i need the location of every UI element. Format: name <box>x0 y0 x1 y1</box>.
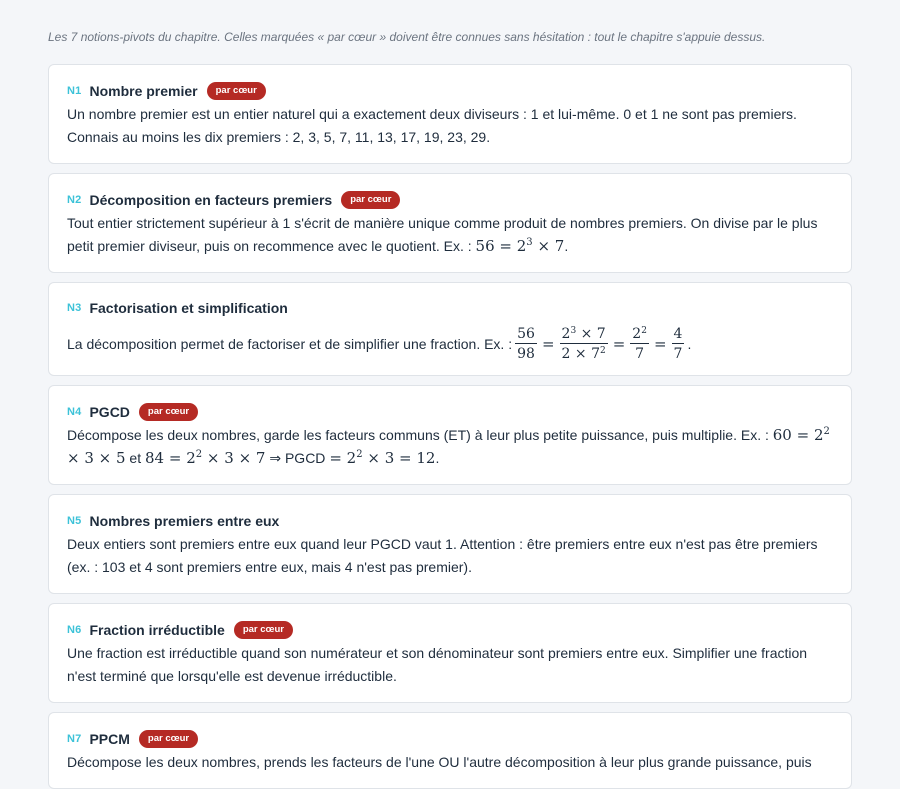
math-exponent: 2 <box>195 449 203 460</box>
notion-card-n7 <box>48 712 852 789</box>
notion-text <box>67 212 833 258</box>
math-exponent: 2 <box>641 326 647 336</box>
math-part: 2 <box>632 326 642 342</box>
notion-card-n3 <box>48 282 852 376</box>
notion-number: N7 <box>67 733 82 745</box>
math-part: 2 <box>346 449 357 467</box>
fraction-numerator <box>630 325 649 344</box>
notion-header <box>67 189 833 211</box>
text-segment: . <box>564 238 569 254</box>
math-part: 7 <box>591 346 600 362</box>
math-expression <box>145 449 265 467</box>
math-expression <box>329 449 435 467</box>
notion-number: N5 <box>67 515 82 527</box>
notion-title: Factorisation et simplification <box>89 300 288 316</box>
text-segment: et <box>125 450 145 466</box>
notion-header <box>67 297 833 319</box>
notion-header <box>67 510 833 532</box>
math-exponent: 2 <box>823 426 830 437</box>
notion-card-n4 <box>48 385 852 485</box>
fraction-numerator: 4 <box>673 326 683 342</box>
notion-text: Deux entiers sont premiers entre eux quand leur PGCD vaut 1. Attention : être premiers entre eux n'est pas être premiers (ex. : 103 et 4 sont premiers entre eux, mais 4 n'est pas premier). <box>67 536 818 575</box>
intro-text: Les 7 notions-pivots du chapitre. Celles marquées « par cœur » doivent être connues sans hésitation : tout le chapitre s'appuie dessus. <box>48 30 766 44</box>
equals-sign: = <box>612 335 626 353</box>
notion-text: Un nombre premier est un entier naturel qui a exactement deux diviseurs : 1 et lui-même. 0 et 1 ne sont pas premiers. Connais au moins les dix premiers : 2, 3, 5, 7, 11, 13, 17, 19, 23, 29. <box>67 106 797 145</box>
notion-number: N3 <box>67 302 82 314</box>
equals-sign: = <box>541 335 555 353</box>
fraction-numerator: 56 <box>517 326 535 342</box>
math-exponent: 2 <box>599 346 606 356</box>
notion-title: Nombres premiers entre eux <box>89 513 280 529</box>
equals-sign: = <box>653 335 667 353</box>
notion-title: Décomposition en facteurs premiers <box>89 192 333 208</box>
par-coeur-badge: par cœur <box>234 621 293 639</box>
text-segment: . <box>687 336 692 352</box>
text-segment: Tout entier strictement supérieur à 1 s'écrit de manière unique comme produit de nombres premiers. On divise par le plus petit premier diviseur, puis on recommence avec le quotient. Ex. : <box>67 215 818 254</box>
fraction-numerator <box>560 325 608 344</box>
math-part: 84 = <box>145 449 182 467</box>
fraction-denominator: 98 <box>517 346 535 362</box>
fraction-denominator <box>560 344 608 364</box>
notion-number: N4 <box>67 406 82 418</box>
math-part: = <box>329 449 342 467</box>
notion-card-n6 <box>48 603 852 703</box>
math-part: 2 <box>813 426 824 444</box>
math-part: × 7 <box>576 326 606 342</box>
notion-title: PGCD <box>89 404 130 420</box>
math-part: 2 <box>516 237 527 255</box>
notion-title: Fraction irréductible <box>89 622 225 638</box>
notion-header <box>67 80 833 102</box>
math-part: 56 = <box>475 237 512 255</box>
par-coeur-badge: par cœur <box>139 403 198 421</box>
notion-header <box>67 728 833 750</box>
notion-text <box>67 325 833 364</box>
text-segment: ⇒ PGCD <box>265 450 330 466</box>
notion-text: Décompose les deux nombres, prends les facteurs de l'une OU l'autre décomposition à leur plus grande puissance, puis <box>67 754 812 770</box>
fraction-denominator: 7 <box>673 346 683 362</box>
notion-title: PPCM <box>89 731 130 747</box>
math-exponent: 3 <box>570 326 577 336</box>
par-coeur-badge: par cœur <box>207 82 266 100</box>
fraction <box>672 325 685 364</box>
notion-title: Nombre premier <box>89 83 198 99</box>
math-part: 2 <box>186 449 196 467</box>
notion-number: N2 <box>67 194 82 206</box>
text-segment: Décompose les deux nombres, garde les facteurs communs (ET) à leur plus petite puissance, puis multiplie. Ex. : <box>67 427 773 443</box>
fraction <box>630 325 649 364</box>
notion-text: Une fraction est irréductible quand son numérateur et son dénominateur sont premiers entre eux. Simplifier une fraction n'est terminé que lorsqu'elle est devenue irréductible. <box>67 645 808 684</box>
fraction <box>560 325 608 364</box>
notion-card-n2 <box>48 173 852 273</box>
math-exponent: 2 <box>356 449 363 460</box>
notion-header <box>67 619 833 641</box>
notion-card-n1 <box>48 64 852 164</box>
par-coeur-badge: par cœur <box>139 730 198 748</box>
notion-header <box>67 401 833 423</box>
math-part: 2 × <box>561 346 592 362</box>
fraction-denominator: 7 <box>635 346 645 362</box>
notion-number: N6 <box>67 624 82 636</box>
math-exponent: 3 <box>526 237 533 248</box>
par-coeur-badge: par cœur <box>341 191 400 209</box>
notion-card-n5 <box>48 494 852 594</box>
notion-number: N1 <box>67 85 82 97</box>
math-part: 60 = <box>772 426 810 444</box>
math-part: × 3 × 5 <box>67 449 126 467</box>
math-part: × 3 × 7 <box>206 449 266 467</box>
notion-text <box>67 424 833 470</box>
fraction <box>515 325 537 364</box>
math-part: × 3 = 12 <box>367 449 436 467</box>
math-part: 2 <box>561 326 571 342</box>
math-part: × 7 <box>537 237 565 255</box>
math-expression <box>476 237 565 255</box>
text-segment: La décomposition permet de factoriser et de simplifier une fraction. Ex. : <box>67 336 513 352</box>
text-segment: . <box>435 450 440 466</box>
